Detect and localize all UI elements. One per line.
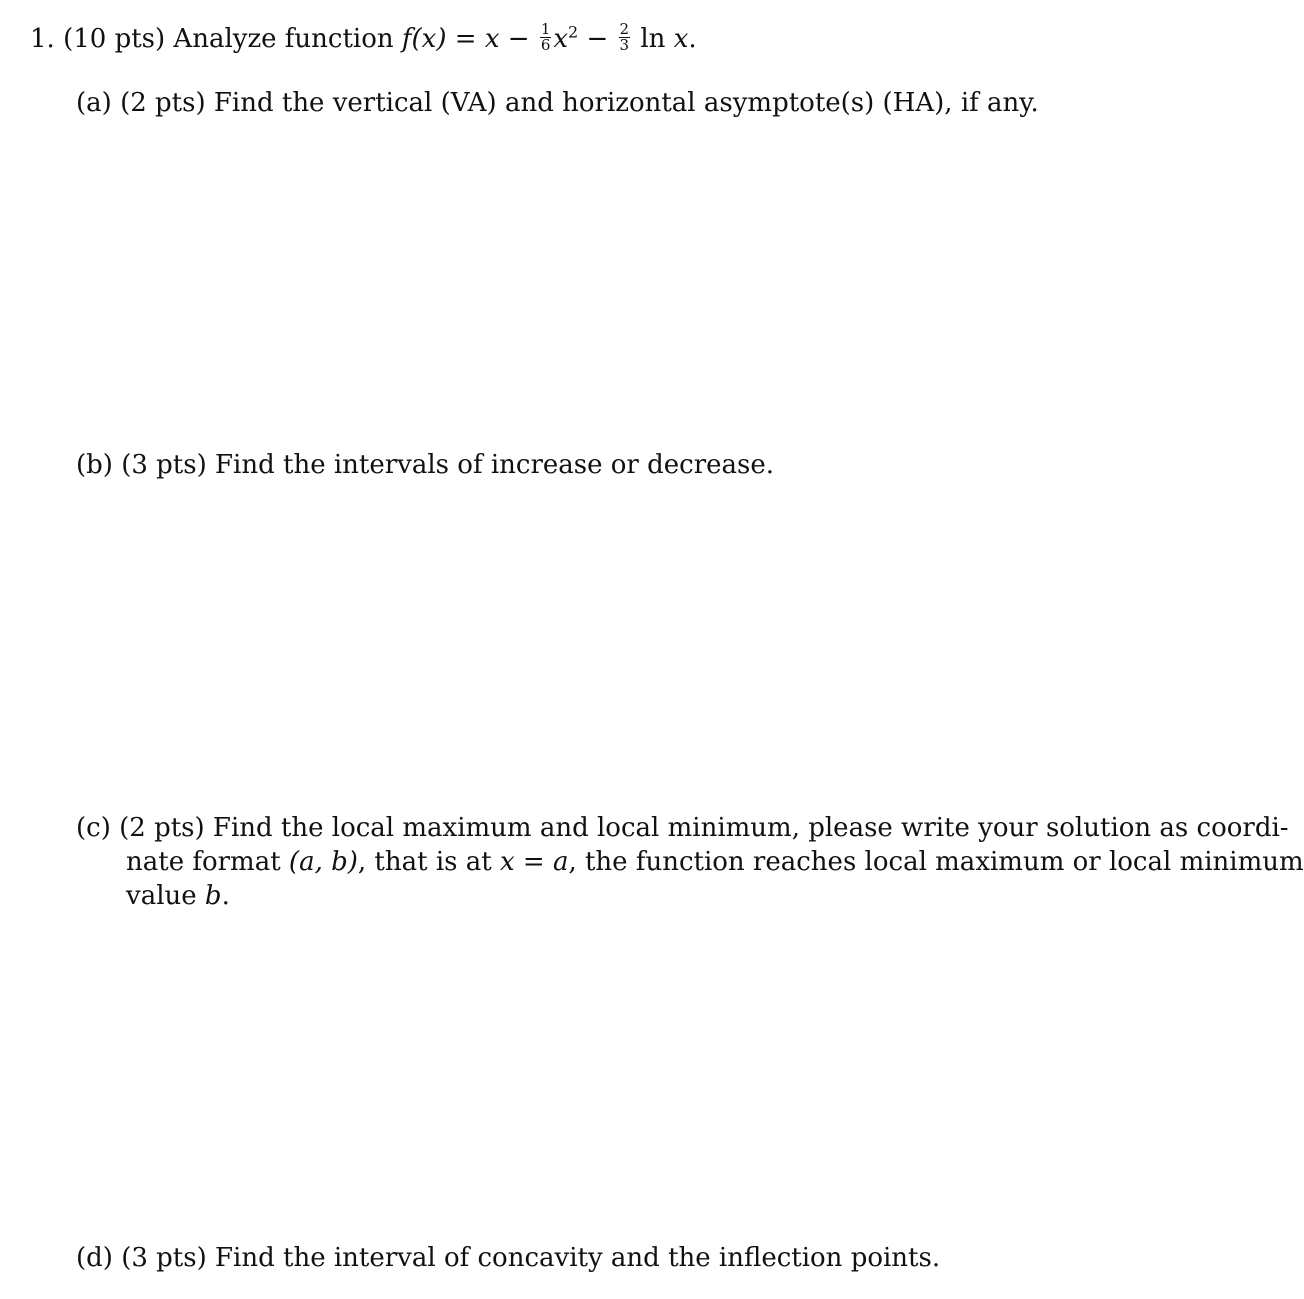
- value-b: b: [204, 881, 222, 911]
- part-label: (b): [76, 450, 113, 480]
- part-points: (2 pts): [119, 813, 205, 843]
- part-points: (2 pts): [120, 88, 206, 118]
- part-text: Find the interval of concavity and the inflection points.: [215, 1243, 941, 1273]
- coordinate-format: (a, b): [288, 847, 358, 877]
- part-b: [76, 448, 774, 482]
- problem-points: (10 pts): [63, 24, 166, 54]
- problem-header: [30, 19, 697, 56]
- part-text: Find the local maximum and local minimum, please write your solution as coordi-: [212, 813, 1289, 843]
- part-label: (c): [76, 813, 111, 843]
- term-x-squared: x: [553, 24, 569, 54]
- part-c-line-2: nate format (a, b), that is at x = a, the function reaches local maximum or local minimum: [126, 847, 1304, 877]
- part-c-line-3: value b.: [126, 881, 230, 911]
- function-lhs: f(x): [401, 24, 447, 54]
- problem-intro: Analyze function: [173, 24, 394, 54]
- minus-sign: −: [586, 24, 609, 54]
- part-points: (3 pts): [121, 450, 207, 480]
- part-text: Find the vertical (VA) and horizontal asymptote(s) (HA), if any.: [213, 88, 1039, 118]
- exponent: 2: [568, 22, 579, 42]
- term-x: x: [484, 24, 500, 54]
- part-c-line-1: [76, 811, 1289, 845]
- problem-number: 1.: [30, 24, 55, 54]
- part-a: [76, 86, 1039, 120]
- part-d: [76, 1241, 940, 1275]
- ln-operator: ln: [640, 24, 666, 54]
- equals-sign: =: [454, 24, 477, 54]
- x-equals-a: x = a: [499, 847, 569, 877]
- fraction-one-sixth: $\frac{1}{6}$: [540, 19, 551, 54]
- function-expression: f(x) = x − $\frac{1}{6}$ $x^2$ − $\frac{2}{3}$ ln x.: [401, 19, 697, 54]
- part-points: (3 pts): [121, 1243, 207, 1273]
- term-ln-x: x: [673, 24, 689, 54]
- minus-sign: −: [507, 24, 530, 54]
- fraction-two-thirds: $\frac{2}{3}$: [619, 19, 630, 54]
- part-label: (a): [76, 88, 112, 118]
- part-label: (d): [76, 1243, 113, 1273]
- part-text: Find the intervals of increase or decrease.: [215, 450, 775, 480]
